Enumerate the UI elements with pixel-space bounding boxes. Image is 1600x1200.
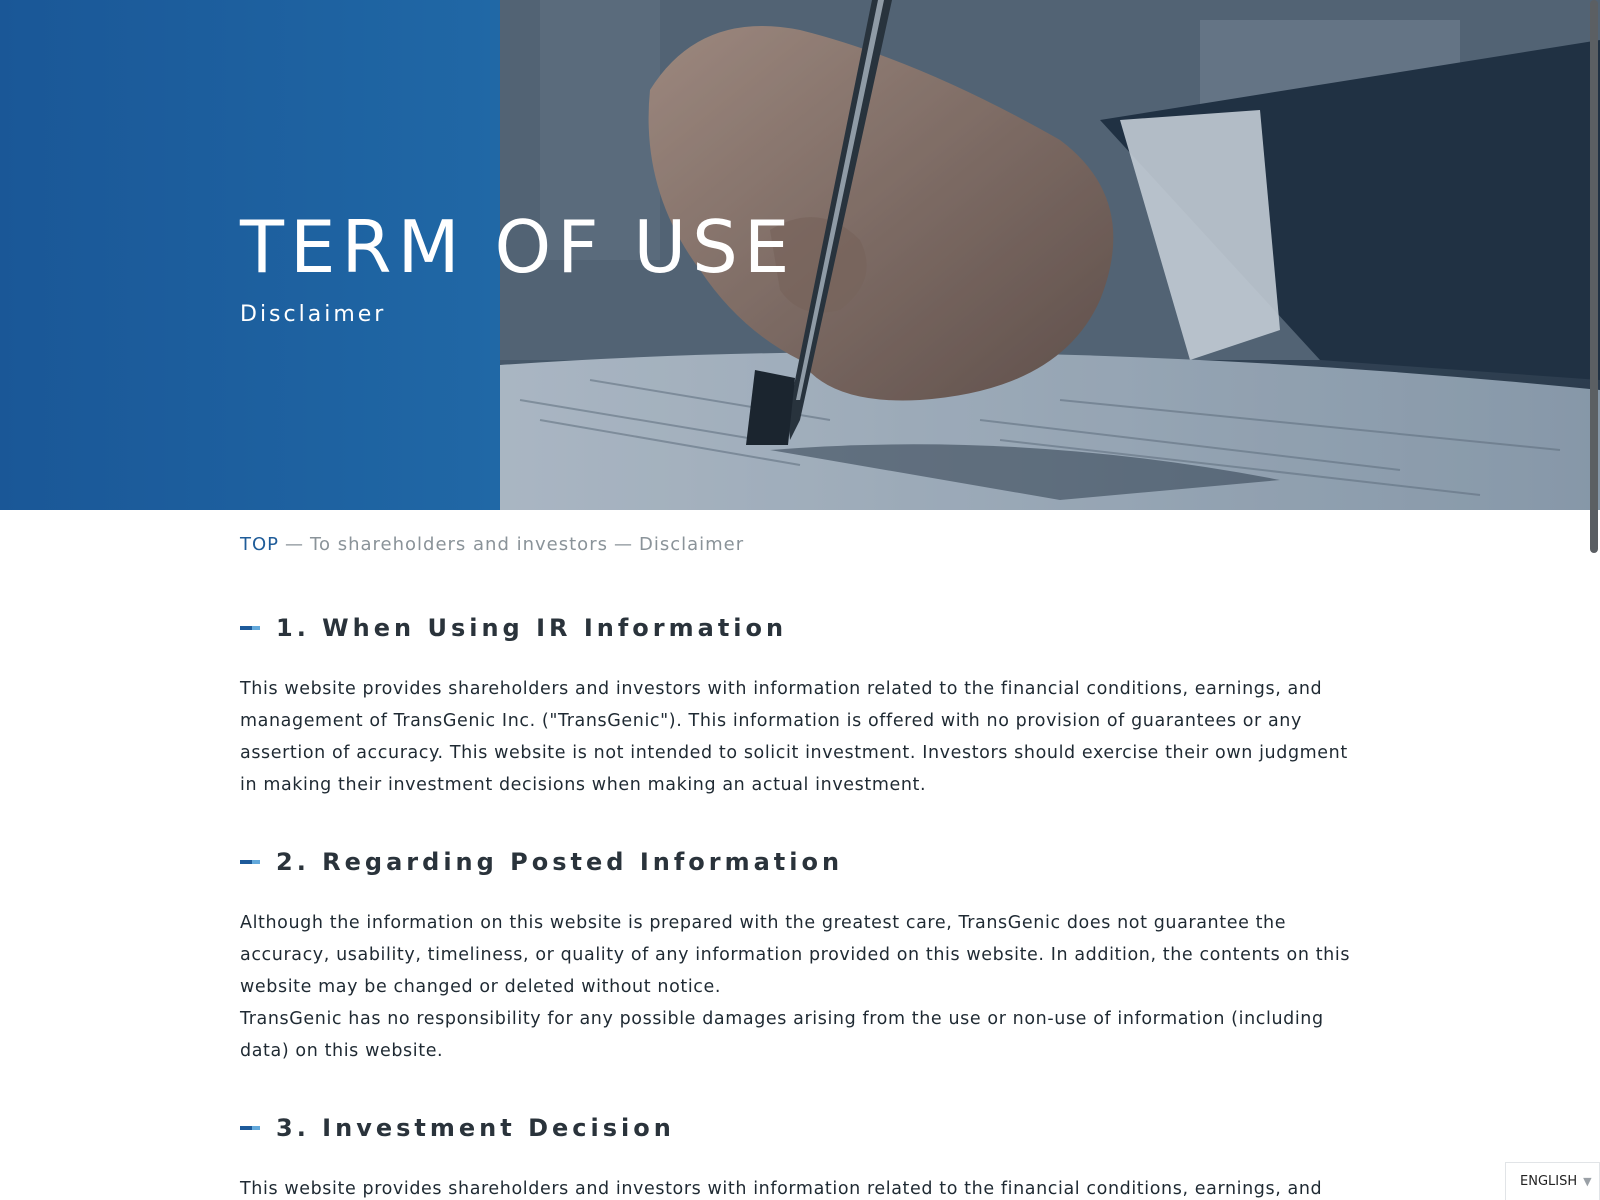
section-heading-text: 1. When Using IR Information [276, 614, 788, 642]
breadcrumb-item-current: Disclaimer [638, 534, 745, 555]
language-selector[interactable] [1505, 1162, 1600, 1200]
section-investment-decision [240, 1111, 1360, 1200]
section-paragraph: Although the information on this website is prepared with the greatest care, TransGenic does not guarantee the accuracy, usability, timeliness, or quality of any information provided on this website. In addition, the contents on this website may be changed or deleted without notice. [240, 913, 1351, 997]
section-body [240, 673, 1360, 801]
heading-marker-icon [240, 626, 260, 630]
heading-marker-icon [240, 860, 260, 864]
breadcrumb-item-top[interactable]: TOP [240, 534, 280, 555]
breadcrumb [240, 534, 744, 555]
section-ir-information [240, 611, 1360, 801]
page-subtitle: Disclaimer [240, 302, 387, 327]
section-heading [240, 845, 1360, 879]
section-paragraph: TransGenic has no responsibility for any possible damages arising from the use or non-use of information (including data) on this website. [240, 1009, 1324, 1061]
breadcrumb-item-shareholders: To shareholders and investors [310, 534, 608, 555]
scrollbar-thumb[interactable] [1590, 0, 1598, 553]
section-heading [240, 1111, 1360, 1145]
triangle-down-icon: ▼ [1583, 1175, 1592, 1188]
heading-marker-icon [240, 1126, 260, 1130]
language-selector-value: ENGLISH [1520, 1174, 1578, 1189]
section-body [240, 1173, 1360, 1200]
section-heading-text: 3. Investment Decision [276, 1114, 675, 1142]
section-posted-information [240, 845, 1360, 1067]
section-heading-text: 2. Regarding Posted Information [276, 848, 844, 876]
hero-banner [0, 0, 1600, 510]
breadcrumb-separator: — [613, 534, 633, 555]
section-paragraph: This website provides shareholders and investors with information related to the financial conditions, earnings, and management of TransGenic Inc. ("TransGenic"). This information is offered with no provision of guarantees or any assertion of accuracy. This website is not intended to solicit investment. Investors should exercise their own judgment in making their investment decisions when making an actual investment. [240, 679, 1348, 795]
page-title: TERM OF USE [240, 205, 796, 289]
breadcrumb-separator: — [285, 534, 305, 555]
section-paragraph: This website provides shareholders and investors with information related to the financial conditions, earnings, and [240, 1179, 1323, 1199]
section-heading [240, 611, 1360, 645]
section-body [240, 907, 1360, 1067]
